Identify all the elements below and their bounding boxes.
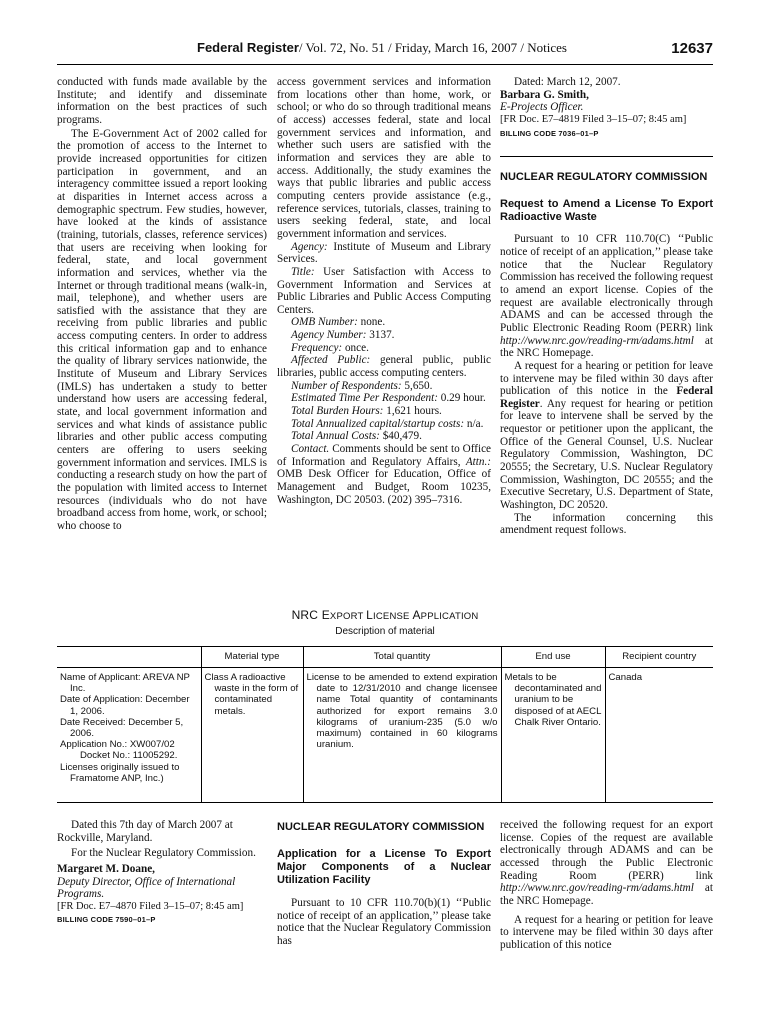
paragraph: [500, 360, 713, 512]
text-run: Pursuant to 10 CFR 110.70(C) ‘‘Public notice of receipt of an application,’’ please take notice that the Nuclear Regulatory Commission has received the following request to amend an export license. Copies of the request are available electronically through ADAMS and can be accessed through the Public Electronic Reading Room (PERR) link: [500, 233, 713, 334]
header-rule: [57, 64, 713, 65]
bottom-column-2: [277, 821, 491, 948]
signer-name: Margaret M. Doane,: [57, 862, 155, 875]
field-value: general public, public libraries, public access computing centers.: [277, 354, 491, 380]
title-part: PPLICATION: [420, 611, 479, 622]
fr-doc-line: [FR Doc. E7–4819 Filed 3–15–07; 8:45 am]: [500, 113, 687, 125]
for-commission-line: For the Nuclear Regulatory Commission.: [71, 847, 256, 860]
paragraph: Pursuant to 10 CFR 110.70(b)(1) ‘‘Public notice of receipt of an application,’’ please take notice that the Nuclear Regulatory Commission has: [277, 897, 491, 947]
field-value: User Satisfaction with Access to Government Information and Services at Public Libraries and Public Access Computing Centers.: [277, 265, 491, 316]
time-line: [277, 392, 491, 405]
frequency-line: [277, 342, 491, 355]
paragraph: A request for a hearing or petition for leave to intervene may be filed within 30 days after publication of this notice: [500, 913, 713, 951]
title-part: XPORT: [329, 611, 367, 622]
applicant-line: Name of Applicant: AREVA NP Inc.: [60, 672, 190, 695]
column-1: [57, 76, 267, 533]
field-label: Agency Number:: [291, 329, 367, 342]
applicant-cell: [57, 668, 201, 803]
signer-name: Barbara G. Smith,: [500, 88, 589, 101]
text-run: at the NRC Homepage.: [500, 334, 713, 360]
table-row: [57, 668, 713, 803]
table-title: [57, 608, 713, 622]
applicant-line: Date of Application: December 1, 2006.: [60, 694, 190, 717]
applicant-line: Date Received: December 5, 2006.: [60, 716, 184, 740]
bottom-column-3: [500, 819, 713, 952]
export-license-table: [57, 646, 713, 803]
paragraph: [500, 819, 713, 908]
text-run: A request for a hearing or petition for leave to intervene may be filed within 30 days after publication of this notice in the: [500, 359, 713, 398]
agency-number-line: [277, 329, 491, 342]
text-run: at the NRC Homepage.: [500, 882, 713, 907]
field-label: Contact.: [291, 443, 330, 456]
total-quantity-cell: [303, 668, 501, 803]
field-label: Title:: [291, 265, 315, 278]
signer-title: Deputy Director, Office of International Programs.: [57, 875, 236, 901]
field-label: Total Annualized capital/startup costs:: [291, 417, 465, 430]
field-value: Institute of Museum and Library Services.: [277, 240, 491, 266]
field-value: 3137.: [366, 329, 395, 342]
signer-title: E-Projects Officer.: [500, 101, 584, 114]
adams-link[interactable]: http://www.nrc.gov/reading-rm/adams.html: [500, 334, 694, 347]
field-label: Frequency:: [291, 341, 343, 354]
field-value: 0.29 hour.: [437, 392, 486, 405]
table-subtitle: Description of material: [335, 626, 435, 637]
field-label: Estimated Time Per Respondent:: [291, 392, 438, 405]
table-header-row: [57, 647, 713, 668]
text-run: . Any request for hearing or petition for leave to intervene shall be served by the requestor or petitioner upon the applicant, the Office of the General Counsel, U.S. Nuclear Regulatory Commission, Washington, DC 20555; the Secretary, U.S. Nuclear Regulatory Commission, Washington, DC 20555; and the Executive Secretary, U.S. Department of State, Washington, DC 20520.: [500, 397, 713, 512]
field-value: Comments should be sent to Office of Information and Regulatory Affairs,: [277, 443, 491, 468]
field-value: $40,479.: [379, 430, 422, 443]
omb-line: [277, 316, 491, 329]
agency-heading: NUCLEAR REGULATORY COMMISSION: [500, 171, 708, 184]
field-label: Number of Respondents:: [291, 379, 402, 392]
burden-line: [277, 405, 491, 418]
field-label: Affected Public:: [291, 354, 371, 367]
dated-line: Dated this 7th day of March 2007 at Rockville, Maryland.: [57, 819, 233, 844]
column-header: End use: [501, 647, 605, 668]
field-value: OMB Desk Officer for Education, Office of Management and Budget, Room 10235, Washington, DC 20503. (202) 395–7316.: [277, 468, 491, 506]
title-part: A: [412, 608, 421, 622]
column-header: Material type: [201, 647, 303, 668]
cell-text: Canada: [608, 672, 643, 683]
field-value: 5,650.: [401, 379, 433, 392]
field-value: n/a.: [464, 417, 484, 430]
header-citation: [197, 40, 567, 56]
field-value: once.: [342, 341, 369, 354]
notice-heading: Application for a License To Export Major Components of a Nuclear Utilization Facility: [277, 848, 491, 886]
cell-text: Metals to be decontaminated and uranium to be disposed of at AECL Chalk River Ontario.: [504, 672, 602, 728]
respondents-line: [277, 380, 491, 393]
end-use-cell: [501, 668, 605, 803]
fr-doc-line: [FR Doc. E7–4870 Filed 3–15–07; 8:45 am]: [57, 900, 244, 912]
title-line: [277, 266, 491, 317]
column-header: [57, 647, 201, 668]
field-label: Total Annual Costs:: [291, 430, 380, 443]
agency-line: [277, 241, 491, 266]
cell-text: Class A radioactive waste in the form of contaminated metals.: [204, 672, 299, 717]
cell-text: License to be amended to extend expiration date to 12/31/2010 and change licensee name Total quantity of contaminants authorized for export remains 3.0 kilograms of uranium-235 (5.0 w/o maximum) contained in 60 kilograms uranium.: [306, 672, 498, 751]
contact-line: [277, 443, 491, 506]
federal-register-ref: Federal Register: [500, 385, 713, 410]
text-run: received the following request for an export license. Copies of the request are available electronically through ADAMS and can be accessed through the Public Electronic Reading Room (PERR) link: [500, 819, 713, 882]
field-value: none.: [357, 316, 386, 329]
page-number: 12637: [671, 40, 713, 57]
notice-heading: Request to Amend a License To Export Radioactive Waste: [500, 198, 713, 224]
title-part: L: [366, 608, 374, 622]
header-details: / Vol. 72, No. 51 / Friday, March 16, 2007 / Notices: [298, 40, 567, 55]
annual-cost-line: [277, 430, 491, 443]
paragraph: [500, 233, 713, 360]
material-type-cell: [201, 668, 303, 803]
running-header: [57, 40, 713, 60]
field-label: Total Burden Hours:: [291, 405, 384, 418]
applicant-line: Application No.: XW007/02: [60, 739, 175, 751]
paragraph: The E-Government Act of 2002 called for the promotion of access to the Internet to provide increased opportunities for citizen participation in government, and an interagency committee issued a report looking at disparities in Internet access across a demographic spectrum. Few studies, however, have looked at the kinds of assistance (training, tutorials, classes, reference services) that users are receiving when looking for federal, state, and local government information and services, whether via the Internet or through traditional means (walk-in, mail, telephone), and whether users are satisfied with the assistance that they are receiving from public libraries and public access computing centers. In order to address this critical information gap and to enhance the quality of library services nationwide, the Institute of Museum and Library Services (IMLS) has undertaken a study to better understand how users are accessing federal, state, and local government information and services and what kinds of assistance public libraries and other public access computing centers are offering to users seeking government information and services. IMLS is conducting a research study on how the part of the population with limited access to Internet resources (individuals who do not have broadband access from home, work, or school; who choose to: [57, 127, 267, 532]
applicant-line: Licenses originally issued to Framatome ANP, Inc.): [60, 761, 180, 784]
paragraph: access government services and information from locations other than home, work, or school; or who do so through traditional means of access) accesses federal, state and local government services and information, and whether such users are satisfied with the information and services they are able to access. Additionally, the study examines the ways that public libraries and public access computing centers provide assistance (e.g., reference services, tutorials, classes, training to users seeking federal, state, and local government information and services.: [277, 76, 491, 240]
column-3: [500, 76, 713, 537]
field-label: Attn.:: [465, 455, 491, 468]
column-2: [277, 76, 491, 506]
billing-code: BILLING CODE 7590–01–P: [57, 914, 156, 924]
recipient-country-cell: [605, 668, 713, 803]
bottom-column-1: [57, 819, 267, 926]
agency-heading: NUCLEAR REGULATORY COMMISSION: [277, 821, 485, 833]
title-part: NRC E: [291, 608, 330, 622]
field-label: Agency:: [291, 240, 328, 253]
paragraph: conducted with funds made available by the Institute; and identify and disseminate information on the best practices of such programs.: [57, 76, 267, 126]
field-value: 1,621 hours.: [383, 405, 442, 418]
paragraph: The information concerning this amendment request follows.: [500, 511, 713, 537]
field-label: OMB Number:: [291, 316, 358, 329]
dated-line: Dated: March 12, 2007.: [514, 76, 621, 88]
publication-name: Federal Register: [197, 40, 299, 55]
adams-link[interactable]: http://www.nrc.gov/reading-rm/adams.html: [500, 882, 694, 895]
billing-code: BILLING CODE 7036–01–P: [500, 128, 599, 138]
column-header: Recipient country: [605, 647, 713, 668]
title-part: ICENSE: [373, 611, 413, 622]
applicant-line: Docket No.: 11005292.: [80, 750, 178, 762]
section-divider: [500, 156, 713, 157]
column-header: Total quantity: [303, 647, 501, 668]
capital-line: [277, 418, 491, 431]
affected-public-line: [277, 354, 491, 379]
